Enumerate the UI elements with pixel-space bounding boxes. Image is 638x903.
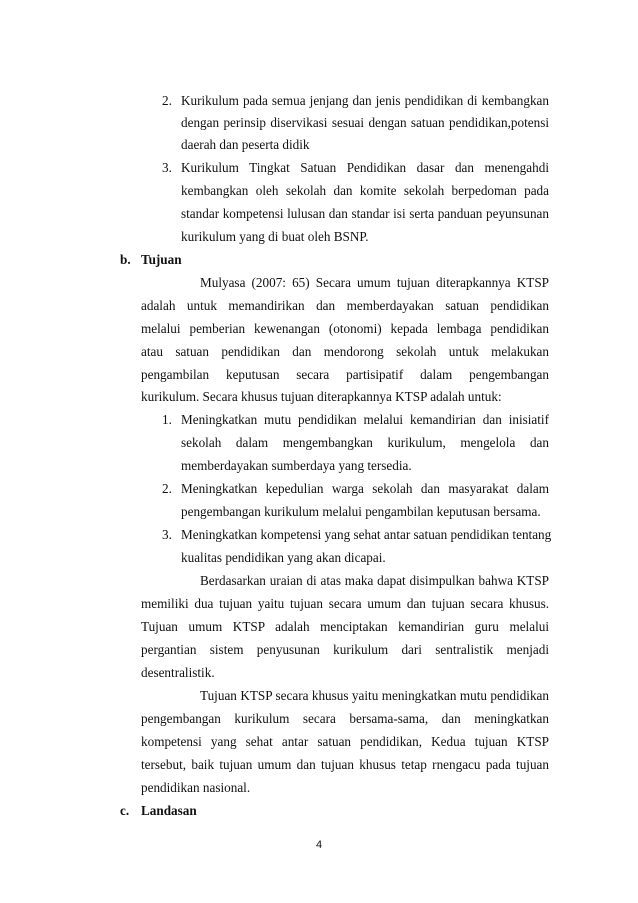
section-letter: b. — [120, 252, 131, 267]
text-line: Tujuan umum KTSP adalah menciptakan kemandirian guru melalui — [141, 619, 549, 634]
text-line: Kurikulum pada semua jenjang dan jenis pendidikan di kembangkan — [181, 93, 549, 108]
text-line: Mulyasa (2007: 65) Secara umum tujuan diterapkannya KTSP — [200, 275, 549, 290]
text-line: tersebut, baik tujuan umum dan tujuan khusus tetap rnengacu pada tujuan — [141, 757, 549, 772]
list-number: 2. — [162, 93, 172, 108]
text-line: pendidikan nasional. — [141, 780, 251, 795]
text-line: kurikulum. Secara khusus tujuan diterapkannya KTSP adalah untuk: — [141, 389, 502, 404]
text-line: pengambilan keputusan secara partisipatif dalam pengembangan — [141, 367, 549, 382]
text-line: kualitas pendidikan yang akan dicapai. — [181, 550, 386, 565]
text-line: Berdasarkan uraian di atas maka dapat disimpulkan bahwa KTSP — [200, 573, 549, 588]
text-line: Tujuan KTSP secara khusus yaitu meningkatkan mutu pendidikan — [200, 688, 549, 703]
text-line: kembangkan oleh sekolah dan komite sekolah berpedoman pada — [181, 183, 549, 198]
text-line: sekolah dalam mengembangkan kurikulum, mengelola dan — [181, 435, 549, 450]
section-letter: c. — [120, 803, 130, 818]
text-line: pergantian sistem penyusunan kurikulum dari sentralistik menjadi — [141, 642, 549, 657]
text-line: pengembangan kurikulum secara bersama-sama, dan meningkatkan — [141, 711, 549, 726]
text-line: daerah dan peserta didik — [181, 137, 310, 152]
text-line: Meningkatkan kompetensi yang sehat antar satuan pendidikan tentang — [181, 527, 552, 542]
text-line: standar kompetensi lulusan dan standar isi serta panduan peyunsunan — [181, 206, 549, 221]
text-line: memiliki dua tujuan yaitu tujuan secara umum dan tujuan secara khusus. — [141, 596, 549, 611]
list-number: 2. — [162, 481, 172, 496]
list-number: 1. — [162, 412, 172, 427]
text-line: Kurikulum Tingkat Satuan Pendidikan dasar dan menengahdi — [181, 160, 549, 175]
list-number: 3. — [162, 527, 172, 542]
text-line: dengan perinsip diservikasi sesuai dengan satuan pendidikan,potensi — [181, 115, 549, 130]
text-line: kompetensi yang sehat antar satuan pendidikan, Kedua tujuan KTSP — [141, 734, 549, 749]
section-heading: Landasan — [141, 803, 197, 818]
page-number: 4 — [315, 839, 323, 851]
list-number: 3. — [162, 160, 172, 175]
text-line: atau satuan pendidikan dan mendorong sekolah untuk melakukan — [141, 344, 549, 359]
text-line: pengembangan kurikulum melalui pengambilan keputusan bersama. — [181, 504, 541, 519]
text-line: Meningkatkan kepedulian warga sekolah dan masyarakat dalam — [181, 481, 549, 496]
text-line: adalah untuk memandirikan dan memberdayakan satuan pendidikan — [141, 298, 549, 313]
text-line: memberdayakan sumberdaya yang tersedia. — [181, 458, 412, 473]
text-line: Meningkatkan mutu pendidikan melalui kemandirian dan inisiatif — [181, 412, 549, 427]
text-line: melalui pemberian kewenangan (otonomi) kepada lembaga pendidikan — [141, 321, 549, 336]
section-heading: Tujuan — [141, 252, 182, 267]
text-line: desentralistik. — [141, 665, 215, 680]
text-line: kurikulum yang di buat oleh BSNP. — [181, 229, 369, 244]
